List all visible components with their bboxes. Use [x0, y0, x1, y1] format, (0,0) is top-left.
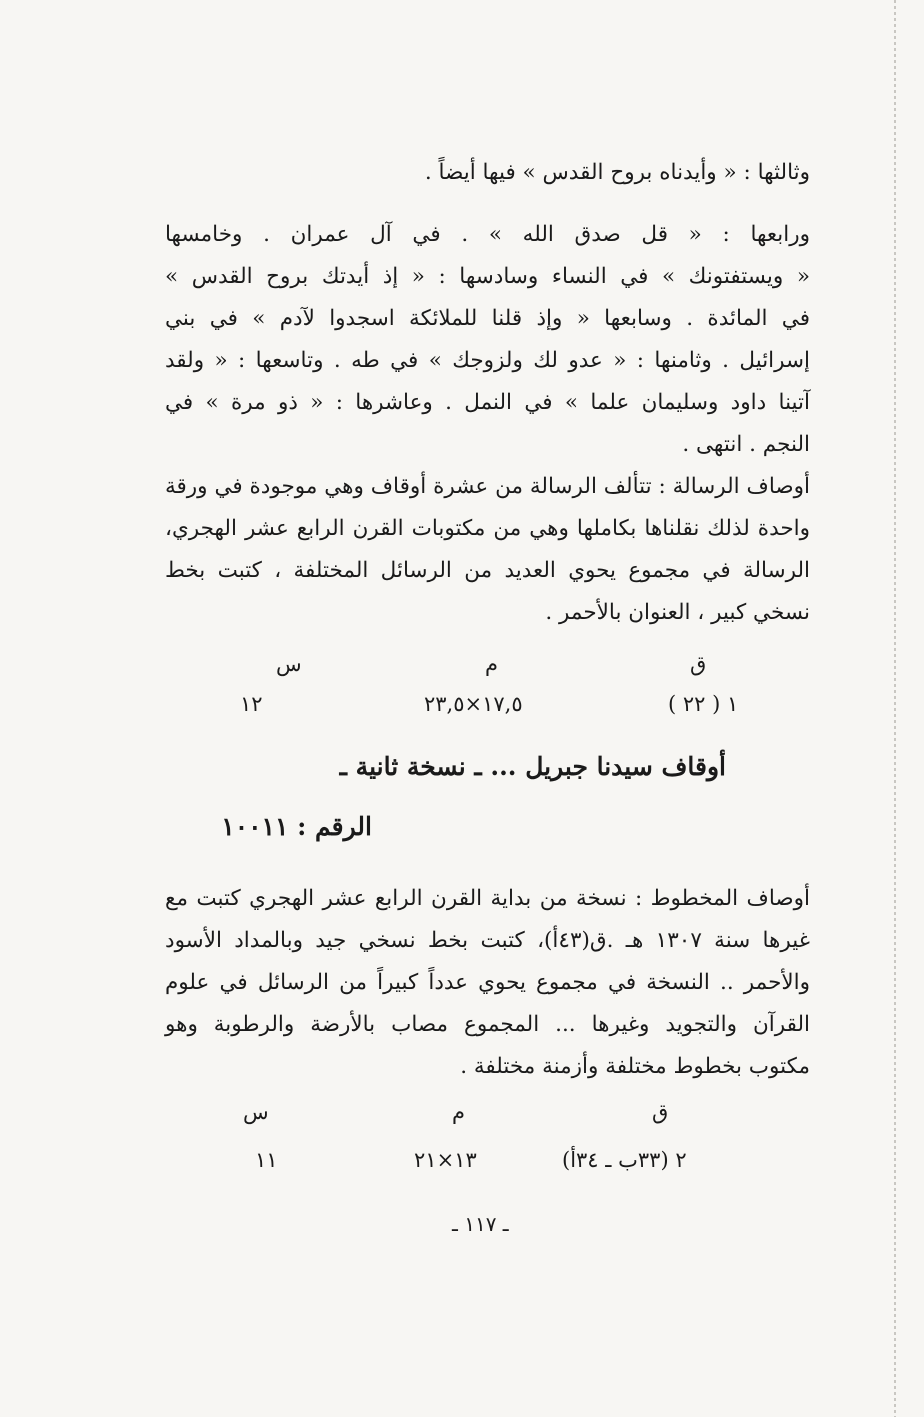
value-s: ١١ [255, 1148, 278, 1172]
manuscript-number: الرقم : ١٠٠١١ [221, 812, 372, 841]
text-line: آتينا داود وسليمان علما » في النمل . وعاشرها : « ذو مرة » في [165, 390, 810, 415]
text-line: « ويستفتونك » في النساء وسادسها : « إذ أيدتك بروح القدس » [165, 264, 810, 289]
measurements-table-1 [0, 652, 924, 732]
paragraph-fourth-to-tenth [165, 214, 810, 466]
value-m: ١٣×٢١ [414, 1148, 477, 1172]
text-line: أوصاف الرسالة : تتألف الرسالة من عشرة أوقاف وهي موجودة في ورقة [165, 474, 810, 499]
text-line: أوصاف المخطوط : نسخة من بداية القرن الرابع عشر الهجري كتبت مع [165, 886, 810, 911]
text-line: الرسالة في مجموع يحوي العديد من الرسائل المختلفة ، كتبت بخط [165, 558, 810, 583]
value-m: ١٧,٥×٢٣,٥ [424, 692, 523, 716]
text-line: غيرها سنة ١٣٠٧ هـ .ق(٤٣أ)، كتبت بخط نسخي جيد وبالمداد الأسود [165, 928, 810, 953]
paragraph-third [165, 152, 810, 194]
text-line: في المائدة . وسابعها « وإذ قلنا للملائكة اسجدوا لآدم » في بني [165, 306, 810, 331]
text-line: إسرائيل . وثامنها : « عدو لك ولزوجك » في طه . وتاسعها : « ولقد [165, 348, 810, 373]
value-q: ٢ (٣٣ب ـ ٣٤أ) [562, 1148, 687, 1172]
header-s: س [276, 652, 302, 676]
section-heading: أوقاف سيدنا جبريل ... ـ نسخة ثانية ـ [339, 752, 726, 781]
header-q: ق [652, 1100, 669, 1124]
text-line: مكتوب بخطوط مختلفة وأزمنة مختلفة . [460, 1054, 810, 1079]
text-line: وثالثها : « وأيدناه بروح القدس » فيها أيضاً . [424, 160, 810, 185]
text-line: واحدة لذلك نقلناها بكاملها وهي من مكتوبات القرن الرابع عشر الهجري، [165, 516, 810, 541]
page-number: ـ ١١٧ ـ [452, 1212, 509, 1236]
header-m: م [485, 652, 499, 676]
text-line: ورابعها : « قل صدق الله » . في آل عمران . وخامسها [165, 222, 810, 247]
text-line: والأحمر .. النسخة في مجموع يحوي عدداً كبيراً من الرسائل في علوم [165, 970, 810, 995]
text-line: نسخي كبير ، العنوان بالأحمر . [545, 600, 810, 625]
text-line: النجم . انتهى . [682, 432, 810, 457]
paragraph-treatise-description [165, 466, 810, 634]
measurements-table-2 [0, 1100, 924, 1180]
paragraph-manuscript-description [165, 878, 810, 1088]
text-line: القرآن والتجويد وغيرها ... المجموع مصاب بالأرضة والرطوبة وهو [165, 1012, 810, 1037]
value-s: ١٢ [240, 692, 263, 716]
header-m: م [452, 1100, 466, 1124]
header-s: س [243, 1100, 269, 1124]
value-q: ١ ( ٢٢ ) [668, 692, 739, 716]
header-q: ق [690, 652, 707, 676]
